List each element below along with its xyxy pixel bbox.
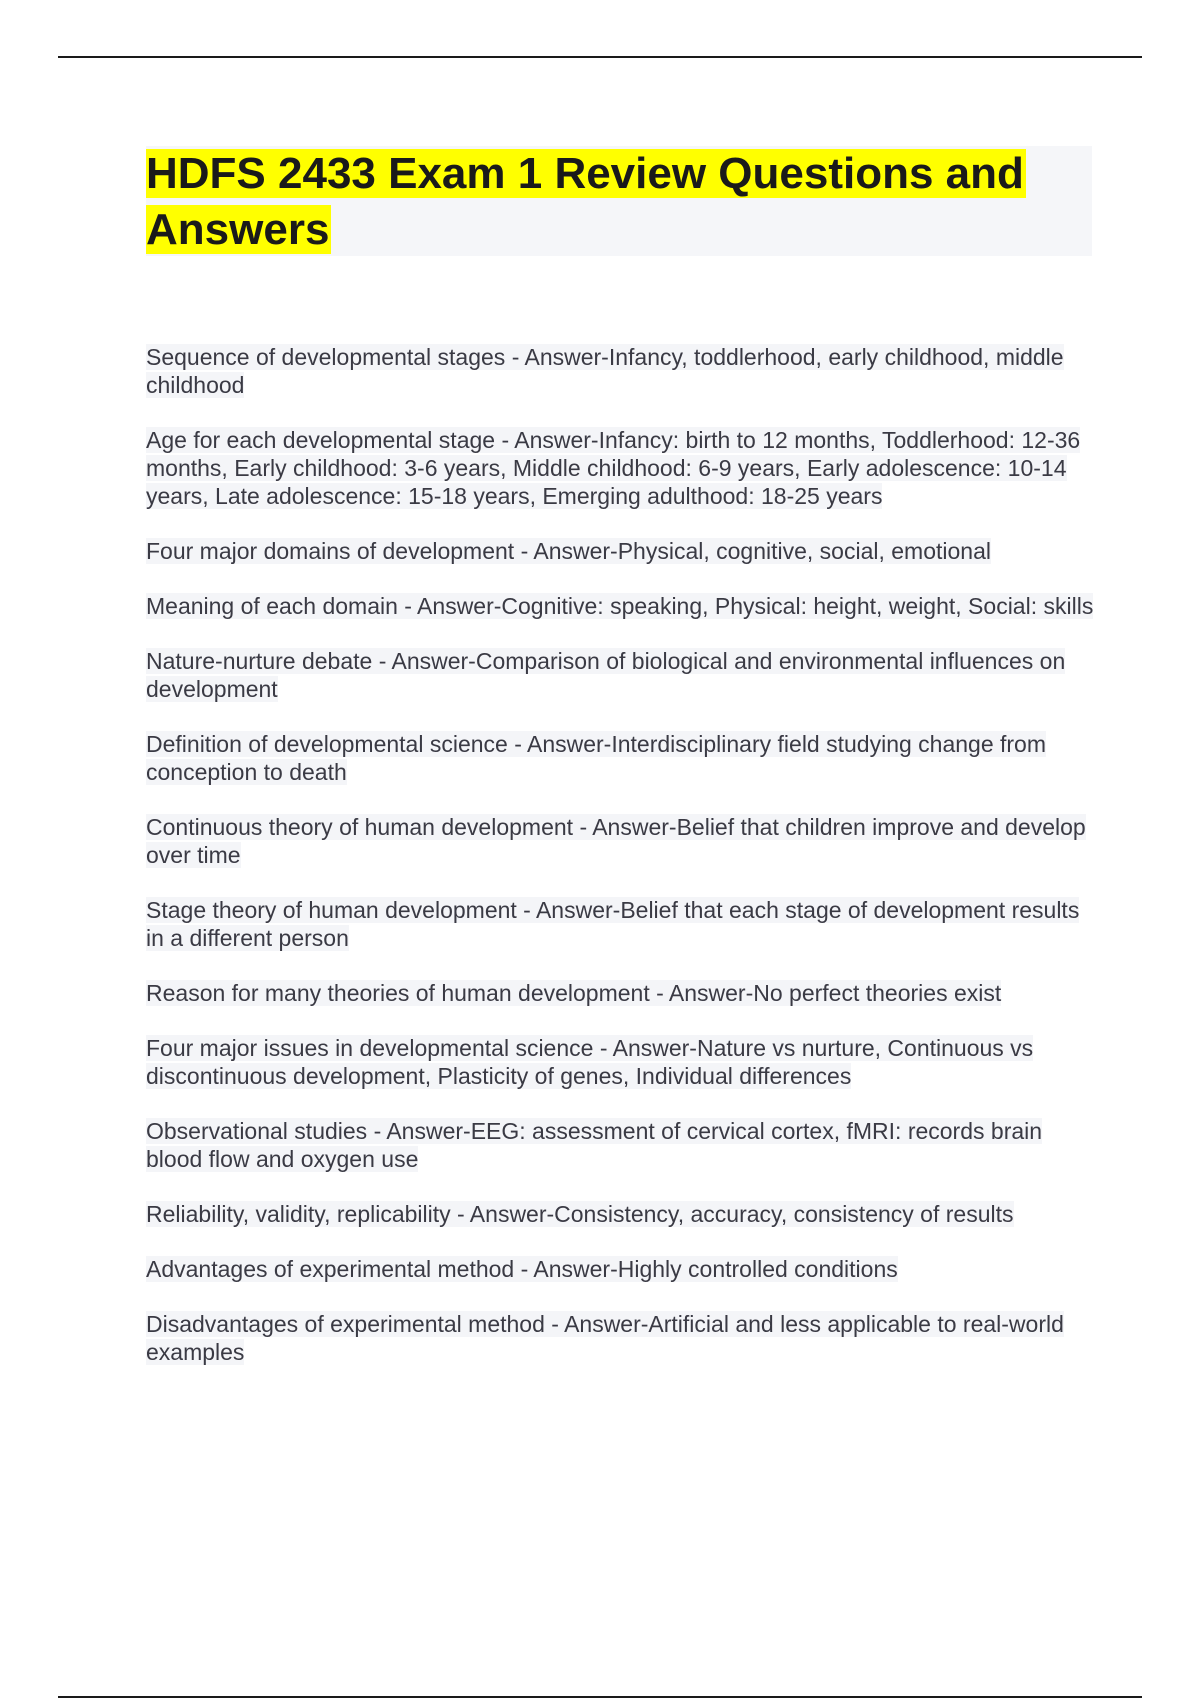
qa-item — [146, 592, 1096, 620]
page-title-text: HDFS 2433 Exam 1 Review Questions and Answers — [146, 149, 1024, 254]
qa-text: Sequence of developmental stages - Answer-Infancy, toddlerhood, early childhood, middle childhood — [146, 344, 1064, 398]
qa-text: Disadvantages of experimental method - Answer-Artificial and less applicable to real-world examples — [146, 1311, 1064, 1365]
qa-item — [146, 1034, 1096, 1090]
top-rule — [58, 56, 1142, 58]
qa-item — [146, 537, 1096, 565]
qa-text: Reason for many theories of human development - Answer-No perfect theories exist — [146, 980, 1002, 1006]
qa-item — [146, 647, 1096, 703]
title-block — [146, 146, 1092, 256]
qa-item — [146, 426, 1096, 510]
qa-text: Definition of developmental science - Answer-Interdisciplinary field studying change from conception to death — [146, 731, 1047, 785]
qa-text: Reliability, validity, replicability - Answer-Consistency, accuracy, consistency of results — [146, 1201, 1014, 1227]
qa-item — [146, 1117, 1096, 1173]
qa-item — [146, 979, 1096, 1007]
qa-item — [146, 343, 1096, 399]
qa-item — [146, 813, 1096, 869]
qa-item — [146, 896, 1096, 952]
qa-text: Stage theory of human development - Answer-Belief that each stage of development results in a different person — [146, 897, 1080, 951]
qa-text: Observational studies - Answer-EEG: assessment of cervical cortex, fMRI: records brain blood flow and oxygen use — [146, 1118, 1043, 1172]
page-title — [146, 146, 1092, 258]
qa-item — [146, 1310, 1096, 1366]
qa-text: Age for each developmental stage - Answer-Infancy: birth to 12 months, Toddlerhood: 12-36 months, Early childhood: 3-6 years, Middle childhood: 6-9 years, Early adolescence: 10-14 years, Late adolescence: 15-18 years, Emerging adulthood: 18-25 years — [146, 427, 1081, 509]
qa-text: Continuous theory of human development - Answer-Belief that children improve and develop over time — [146, 814, 1086, 868]
qa-item — [146, 730, 1096, 786]
qa-item — [146, 1255, 1096, 1283]
qa-text: Nature-nurture debate - Answer-Comparison of biological and environmental influences on development — [146, 648, 1066, 702]
qa-text: Meaning of each domain - Answer-Cognitive: speaking, Physical: height, weight, Social: skills — [146, 593, 1094, 619]
qa-text: Advantages of experimental method - Answer-Highly controlled conditions — [146, 1256, 898, 1282]
qa-text: Four major issues in developmental science - Answer-Nature vs nurture, Continuous vs discontinuous development, Plasticity of genes, Individual differences — [146, 1035, 1034, 1089]
qa-list — [146, 343, 1096, 1393]
qa-text: Four major domains of development - Answer-Physical, cognitive, social, emotional — [146, 538, 991, 564]
bottom-rule — [58, 1696, 1142, 1698]
qa-item — [146, 1200, 1096, 1228]
